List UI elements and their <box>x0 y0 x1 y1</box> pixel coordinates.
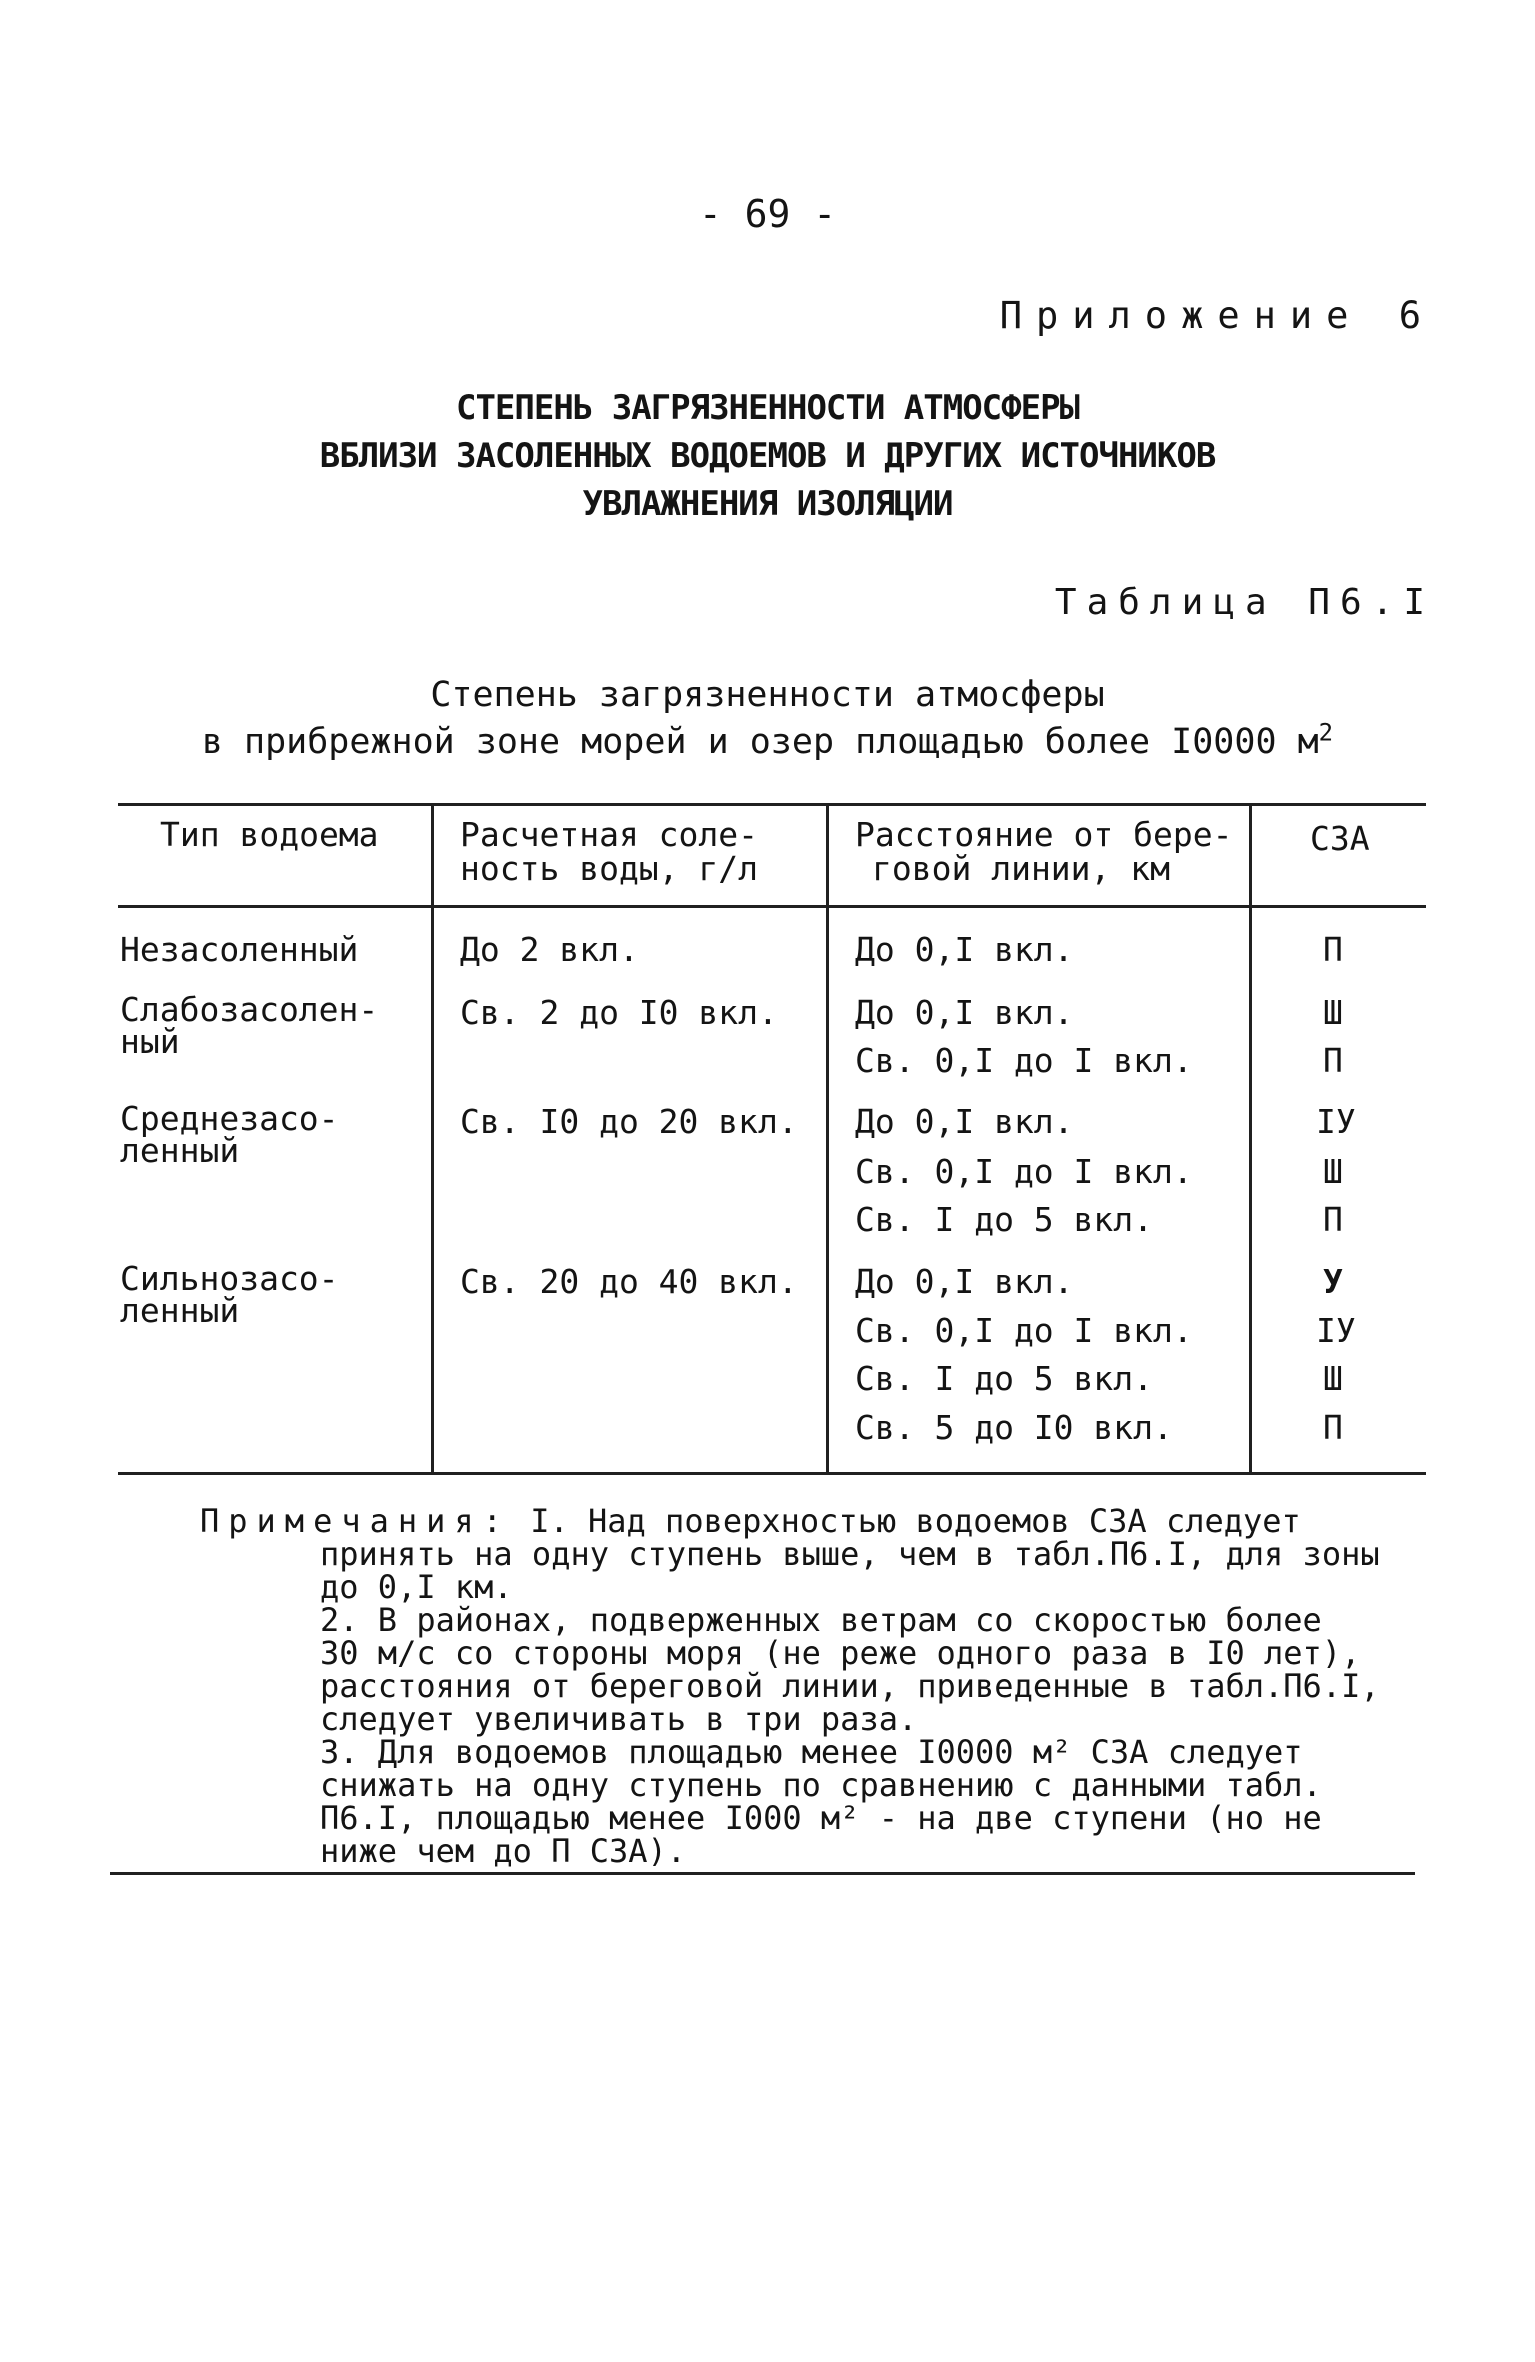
sza-cell: Ш <box>1323 1152 1343 1191</box>
sza-cell: У <box>1323 1262 1343 1301</box>
notes-line: снижать на одну ступень по сравнению с данными табл. <box>320 1766 1322 1804</box>
table-label: Таблица П6.I <box>1054 582 1435 623</box>
table-col-divider-2 <box>826 803 829 1473</box>
distance-cell: Св. 5 до I0 вкл. <box>855 1408 1173 1447</box>
distance-cell: Св. I до 5 вкл. <box>855 1359 1154 1398</box>
type-cell: ленный <box>120 1131 240 1170</box>
notes-line: 30 м/с со стороны моря (не реже одного раза в I0 лет), <box>320 1634 1361 1672</box>
distance-cell: Св. 0,I до I вкл. <box>855 1311 1193 1350</box>
table-col-divider-3 <box>1249 803 1252 1473</box>
sza-cell: П <box>1323 1041 1343 1080</box>
table-col-divider-1 <box>431 803 434 1473</box>
notes-line: принять на одну ступень выше, чем в табл.П6.I, для зоны <box>320 1535 1380 1573</box>
table-header-rule <box>118 905 1426 908</box>
notes-line: П6.I, площадью менее I000 м² - на две ступени (но не <box>320 1799 1322 1837</box>
salinity-cell: До 2 вкл. <box>460 930 639 969</box>
notes-label: Примечания: <box>200 1502 511 1540</box>
notes-line-1: I. Над поверхностью водоемов СЗА следует <box>530 1502 1301 1540</box>
page-number: - 69 - <box>698 192 837 236</box>
table-top-rule <box>118 803 1426 806</box>
title-line-1: СТЕПЕНЬ ЗАГРЯЗНЕННОСТИ АТМОСФЕРЫ <box>455 388 1080 428</box>
header-sza: СЗА <box>1310 819 1370 858</box>
notes-bottom-rule <box>110 1872 1415 1875</box>
header-salinity-line-2: ность воды, г/л <box>460 849 759 888</box>
distance-cell: Св. I до 5 вкл. <box>855 1200 1154 1239</box>
sza-cell: Ш <box>1323 1359 1343 1398</box>
header-distance-line-2: говой линии, км <box>872 849 1171 888</box>
table-bottom-rule <box>118 1472 1426 1475</box>
notes-line: 3. Для водоемов площадью менее I0000 м² СЗА следует <box>320 1733 1303 1771</box>
header-distance-line-1: Расстояние от бере- <box>855 815 1233 854</box>
distance-cell: До 0,I вкл. <box>855 993 1074 1032</box>
header-salinity-line-1: Расчетная соле- <box>460 815 759 854</box>
notes-line-first <box>200 1502 1301 1540</box>
distance-cell: Св. 0,I до I вкл. <box>855 1152 1193 1191</box>
caption-line-1: Степень загрязненности атмосферы <box>430 675 1105 715</box>
notes-line: 2. В районах, подверженных ветрам со скоростью более <box>320 1601 1322 1639</box>
title-line-2: ВБЛИЗИ ЗАСОЛЕННЫХ ВОДОЕМОВ И ДРУГИХ ИСТОЧНИКОВ <box>319 436 1216 476</box>
appendix-heading: Приложение 6 <box>999 294 1435 337</box>
salinity-cell: Св. 2 до I0 вкл. <box>460 993 778 1032</box>
distance-cell: До 0,I вкл. <box>855 930 1074 969</box>
salinity-cell: Св. 20 до 40 вкл. <box>460 1262 798 1301</box>
type-cell: ленный <box>120 1291 240 1330</box>
sza-cell: П <box>1323 1200 1343 1239</box>
notes-line: расстояния от береговой линии, приведенные в табл.П6.I, <box>320 1667 1380 1705</box>
notes-line: следует увеличивать в три раза. <box>320 1700 918 1738</box>
type-cell: ный <box>120 1022 180 1061</box>
type-cell: Незасоленный <box>120 930 359 969</box>
salinity-cell: Св. I0 до 20 вкл. <box>460 1102 798 1141</box>
type-cell: Слабозасолен- <box>120 990 379 1029</box>
type-cell: Сильнозасо- <box>120 1259 339 1298</box>
caption-line-2 <box>0 718 1535 762</box>
caption-line-2-text: в прибрежной зоне морей и озер площадью более I0000 м <box>201 722 1319 762</box>
sza-cell: П <box>1323 930 1343 969</box>
title-line-3: УВЛАЖНЕНИЯ ИЗОЛЯЦИИ <box>582 484 953 524</box>
notes-line: до 0,I км. <box>320 1568 513 1606</box>
sza-cell: П <box>1323 1408 1343 1447</box>
header-type: Тип водоема <box>160 815 379 854</box>
caption-superscript: 2 <box>1318 718 1334 747</box>
sza-cell: IУ <box>1316 1311 1356 1350</box>
type-cell: Среднезасо- <box>120 1099 339 1138</box>
notes-line: ниже чем до П СЗА). <box>320 1832 687 1870</box>
distance-cell: Св. 0,I до I вкл. <box>855 1041 1193 1080</box>
distance-cell: До 0,I вкл. <box>855 1262 1074 1301</box>
sza-cell: Ш <box>1323 993 1343 1032</box>
sza-cell: IУ <box>1316 1102 1356 1141</box>
distance-cell: До 0,I вкл. <box>855 1102 1074 1141</box>
